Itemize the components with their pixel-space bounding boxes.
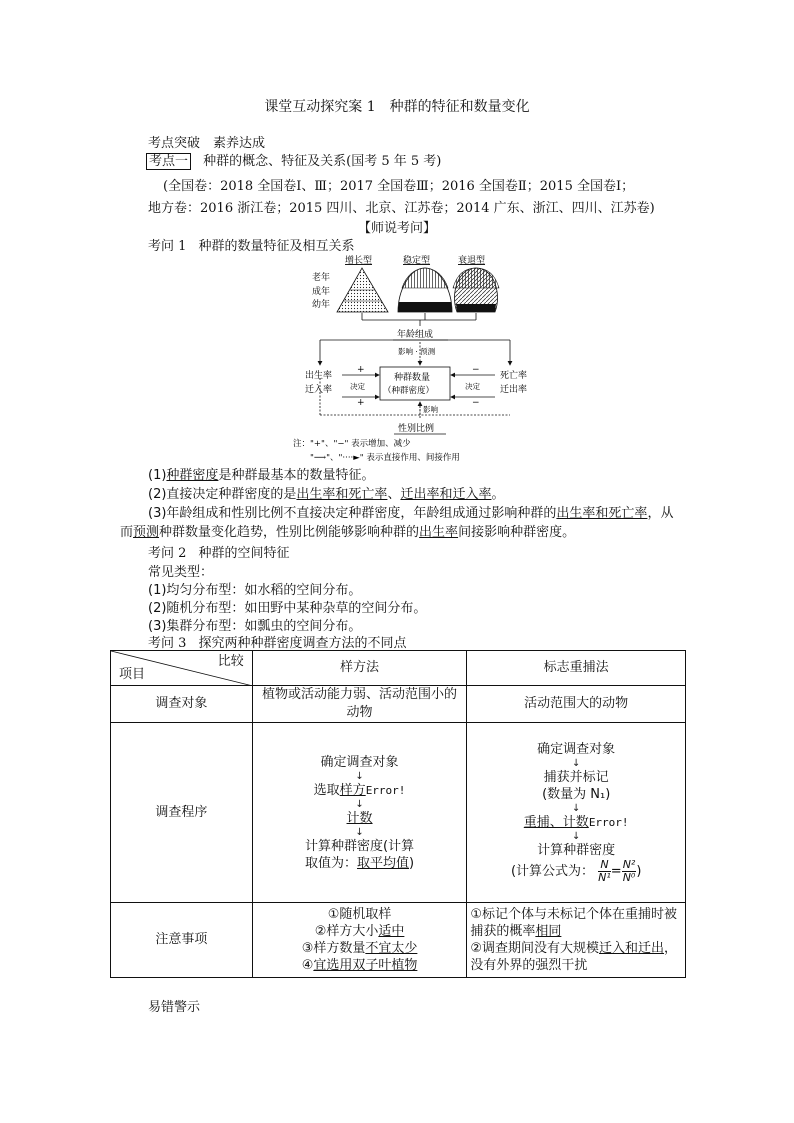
quadrat-notes: ①随机取样 ②样方大小适中 ③样方数量不宜太少 ④宜选用双子叶植物 xyxy=(252,903,467,978)
q2-label: 考问 2 xyxy=(148,546,187,561)
type-stable: 稳定型 xyxy=(403,256,431,266)
q2-item-3: (3)集群分布型：如瓢虫的空间分布。 xyxy=(148,619,362,634)
row-subject-label: 调查对象 xyxy=(111,686,253,723)
q-step-5: 取值为：取平均值) xyxy=(304,855,415,871)
emigration-label: 迁出率 xyxy=(500,385,528,395)
q3-label: 考问 3 xyxy=(148,636,187,651)
sex-ratio-label: 性别比例 xyxy=(398,424,435,434)
m-step-4: 重捕、计数Error! xyxy=(523,814,629,830)
q1-text: 种群的数量特征及相互关系 xyxy=(198,239,355,254)
corner-item: 项目 xyxy=(119,667,146,682)
point-label: 考点一 xyxy=(146,153,191,170)
page-title: 课堂互动探究案 1 种群的特征和数量变化 xyxy=(264,99,530,115)
fraction-1: $\frac{N}{\text{N¹}}$ xyxy=(598,857,611,884)
exam-line-1: (全国卷：2018 全国卷Ⅰ、Ⅲ；2017 全国卷Ⅲ；2016 全国卷Ⅱ；2015 全国卷Ⅰ； xyxy=(163,179,635,194)
immigration-label: 迁入率 xyxy=(305,385,333,395)
arrow-down-icon: ↓ xyxy=(355,770,364,782)
col-mark-recapture: 标志重捕法 xyxy=(467,651,686,686)
quadrat-subject: 植物或活动能力弱、活动范围小的动物 xyxy=(252,686,467,723)
arrow-down-icon: ↓ xyxy=(355,826,364,838)
q2-common-types: 常见类型： xyxy=(148,565,214,580)
q-step-1: 确定调查对象 xyxy=(320,754,399,770)
age-adult: 成年 xyxy=(312,287,331,297)
para-2: (2)直接决定种群密度的是出生率和死亡率、迁出率和迁入率。 xyxy=(148,487,505,502)
minus-1: − xyxy=(472,365,480,375)
center-line-2: （种群密度） xyxy=(383,386,435,396)
section-heading: 考点突破 素养达成 xyxy=(148,136,266,151)
q-step-3: 计数 xyxy=(346,810,373,826)
quadrat-procedure xyxy=(252,723,467,903)
plus-2: + xyxy=(357,398,365,408)
m-step-6: (计算公式为： $\frac{N}{\text{N¹}}$ = $\frac{\text{N²}}{\text{N⁰}}$ ) xyxy=(510,857,642,884)
comparison-table xyxy=(110,650,686,978)
type-growth: 增长型 xyxy=(345,256,373,266)
row-notes-label: 注意事项 xyxy=(111,903,253,978)
teacher-question-heading: 【师说考问】 xyxy=(357,221,436,236)
q3-text: 探究两种种群密度调查方法的不同点 xyxy=(198,636,407,651)
mark-notes: ①标记个体与未标记个体在重捕时被捕获的概率相同 ②调查期间没有大规模迁入和迁出，没有外界的强烈干扰 xyxy=(467,903,686,978)
row-procedure-label: 调查程序 xyxy=(111,723,253,903)
arrow-down-icon: ↓ xyxy=(571,802,581,814)
q1-label: 考问 1 xyxy=(148,239,187,254)
m-step-2: 捕获并标记 xyxy=(543,769,609,785)
col-quadrat: 样方法 xyxy=(252,651,467,686)
age-old: 老年 xyxy=(312,273,331,283)
minus-2: − xyxy=(472,398,480,408)
population-feature-diagram xyxy=(290,250,535,465)
m-step-5: 计算种群密度 xyxy=(537,842,616,858)
q3-heading xyxy=(148,632,407,651)
center-line-1: 种群数量 xyxy=(394,373,431,383)
exam-line-2: 地方卷：2016 浙江卷；2015 四川、北京、江苏卷；2014 广东、浙江、四川、江苏卷) xyxy=(148,201,655,216)
para-3: (3)年龄组成和性别比例不直接决定种群密度，年龄组成通过影响种群的出生率和死亡率，从而预测种群数量变化趋势，性别比例能够影响种群的出生率间接影响种群密度。 xyxy=(120,506,674,540)
plus-1: + xyxy=(357,365,365,375)
para-1: (1)种群密度是种群最基本的数量特征。 xyxy=(148,468,375,483)
diagram-note-2: "⟶"、"····►" 表示直接作用、间接作用 xyxy=(310,453,460,463)
fraction-2: $\frac{\text{N²}}{\text{N⁰}}$ xyxy=(622,857,636,884)
q2-heading xyxy=(148,542,290,561)
arrow-down-icon: ↓ xyxy=(571,757,581,769)
point-heading xyxy=(146,150,441,169)
q2-item-2: (2)随机分布型：如田野中某种杂草的空间分布。 xyxy=(148,601,427,616)
pyramid-decline xyxy=(453,268,499,312)
decide-right: 决定 xyxy=(465,382,480,391)
mark-procedure xyxy=(467,723,686,903)
pyramid-growth xyxy=(337,268,388,312)
age-structure-label: 年龄组成 xyxy=(397,330,434,340)
type-decline: 衰退型 xyxy=(458,256,486,266)
arrow-down-icon: ↓ xyxy=(355,798,364,810)
age-young: 幼年 xyxy=(312,300,331,310)
arrow-down-icon: ↓ xyxy=(571,830,581,842)
mark-subject: 活动范围大的动物 xyxy=(467,686,686,723)
decide-left: 决定 xyxy=(350,382,365,391)
corner-compare: 比较 xyxy=(217,654,244,669)
q-step-4: 计算种群密度(计算 xyxy=(305,838,415,854)
error-warning-heading: 易错警示 xyxy=(148,1000,201,1015)
birth-rate-label: 出生率 xyxy=(305,371,333,381)
point-text: 种群的概念、特征及关系(国考 5 年 5 考) xyxy=(203,154,442,169)
death-rate-label: 死亡率 xyxy=(500,371,528,381)
q2-item-1: (1)均匀分布型：如水稻的空间分布。 xyxy=(148,583,362,598)
influence-predict-label: 影响 · 预测 xyxy=(398,347,436,356)
q2-text: 种群的空间特征 xyxy=(198,546,290,561)
table-corner-cell xyxy=(111,651,253,686)
influence-label: 影响 xyxy=(423,405,438,414)
q-step-2: 选取样方Error! xyxy=(313,782,406,798)
m-step-3: (数量为 N₁) xyxy=(542,786,611,802)
m-step-1: 确定调查对象 xyxy=(537,741,616,757)
diagram-note-1: 注："+"、"−" 表示增加、减少 xyxy=(293,439,411,449)
pyramid-stable xyxy=(398,268,452,312)
